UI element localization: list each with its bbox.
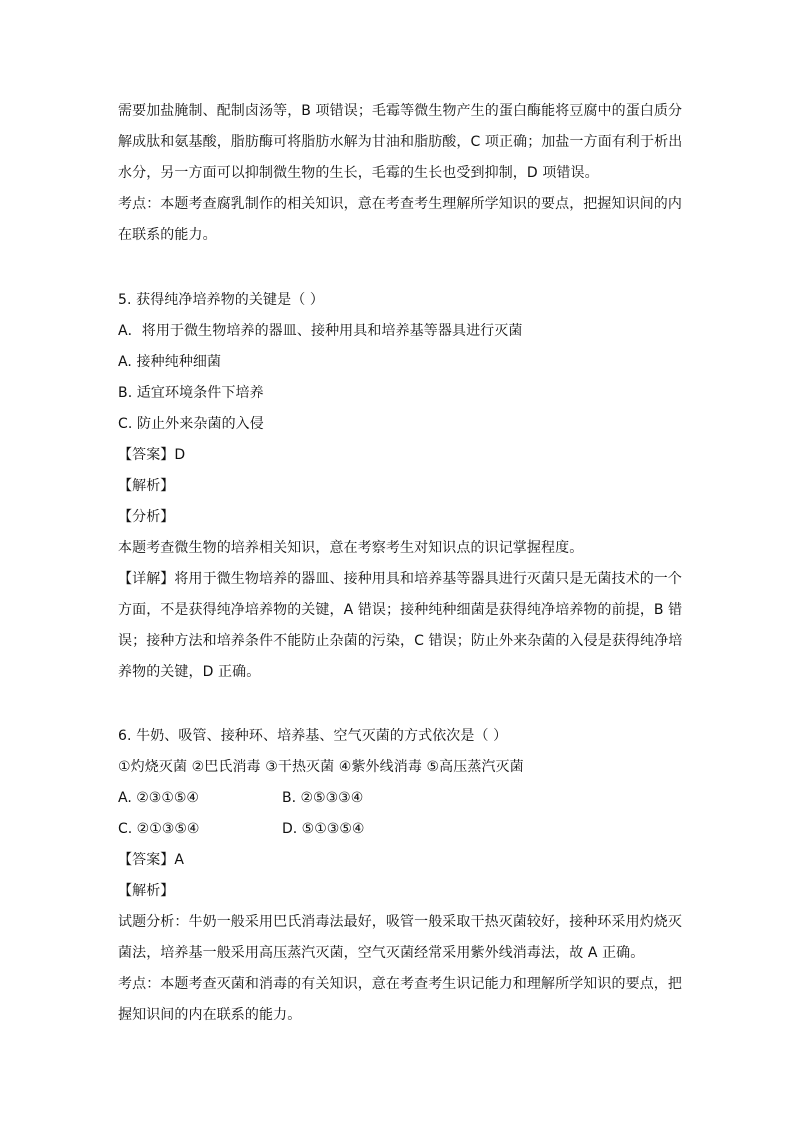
question-5-fenxi-heading: 【分析】 <box>118 509 175 525</box>
question-5-option: A. 接种纯种细菌 <box>118 354 222 370</box>
question-6-methods: ①灼烧灭菌 ②巴氏消毒 ③干热灭菌 ④紫外线消毒 ⑤高压蒸汽灭菌 <box>118 759 524 775</box>
question-5-analysis: 本题考查微生物的培养相关知识，意在考察考生对知识点的识记掌握程度。 <box>118 540 584 556</box>
question-5-detail-line: 误；接种方法和培养条件不能防止杂菌的污染，C 错误；防止外来杂菌的入侵是获得纯净培 <box>118 633 683 649</box>
question-6-option-a: A. ②③①⑤④ <box>118 790 199 806</box>
question-6-analysis-line: 试题分析：牛奶一般采用巴氏消毒法最好，吸管一般采取干热灭菌较好，接种环采用灼烧灭 <box>118 914 682 930</box>
question-6-option-b: B. ②⑤③③④ <box>282 790 364 806</box>
question-6-option-d: D. ⑤①③⑤④ <box>282 821 365 837</box>
question-5-answer: 【答案】D <box>118 447 186 463</box>
explanation-line: 水分，另一方面可以抑制微生物的生长，毛霉的生长也受到抑制，D 项错误。 <box>118 165 599 181</box>
question-6-stem: 6. 牛奶、吸管、接种环、培养基、空气灭菌的方式依次是（ ） <box>118 728 508 744</box>
explanation-line: 需要加盐腌制、配制卤汤等，B 项错误；毛霉等微生物产生的蛋白酶能将豆腐中的蛋白质分 <box>118 103 683 119</box>
kaodian-line: 考点：本题考查腐乳制作的相关知识，意在考查考生理解所学知识的要点，把握知识间的内 <box>118 196 682 212</box>
question-6-option-c: C. ②①③⑤④ <box>118 821 200 837</box>
kaodian-line: 在联系的能力。 <box>118 227 217 243</box>
question-6-analysis-line: 菌法，培养基一般采用高压蒸汽灭菌，空气灭菌经常采用紫外线消毒法，故 A 正确。 <box>118 945 645 961</box>
question-6-answer: 【答案】A <box>118 852 185 868</box>
question-5-stem: 5. 获得纯净培养物的关键是（ ） <box>118 292 324 308</box>
explanation-line: 解成肽和氨基酸，脂肪酶可将脂肪水解为甘油和脂肪酸，C 项正确；加盐一方面有利于析出 <box>118 134 683 150</box>
question-6-kaodian-line: 握知识间的内在联系的能力。 <box>118 1007 302 1023</box>
question-5-jiexi-heading: 【解析】 <box>118 478 175 494</box>
question-5-option: C. 防止外来杂菌的入侵 <box>118 416 264 432</box>
question-5-option: A．将用于微生物培养的器皿、接种用具和培养基等器具进行灭菌 <box>118 323 523 339</box>
question-5-detail-line: 养物的关键，D 正确。 <box>118 664 261 680</box>
question-6-jiexi-heading: 【解析】 <box>118 883 175 899</box>
question-5-detail-line: 方面，不是获得纯净培养物的关键，A 错误；接种纯种细菌是获得纯净培养物的前提，B 错 <box>118 602 683 618</box>
question-5-option: B. 适宜环境条件下培养 <box>118 385 264 401</box>
question-5-detail-line: 【详解】将用于微生物培养的器皿、接种用具和培养基等器具进行灭菌只是无菌技术的一个 <box>118 571 682 587</box>
question-6-kaodian-line: 考点：本题考查灭菌和消毒的有关知识，意在考查考生识记能力和理解所学知识的要点，把 <box>118 976 682 992</box>
